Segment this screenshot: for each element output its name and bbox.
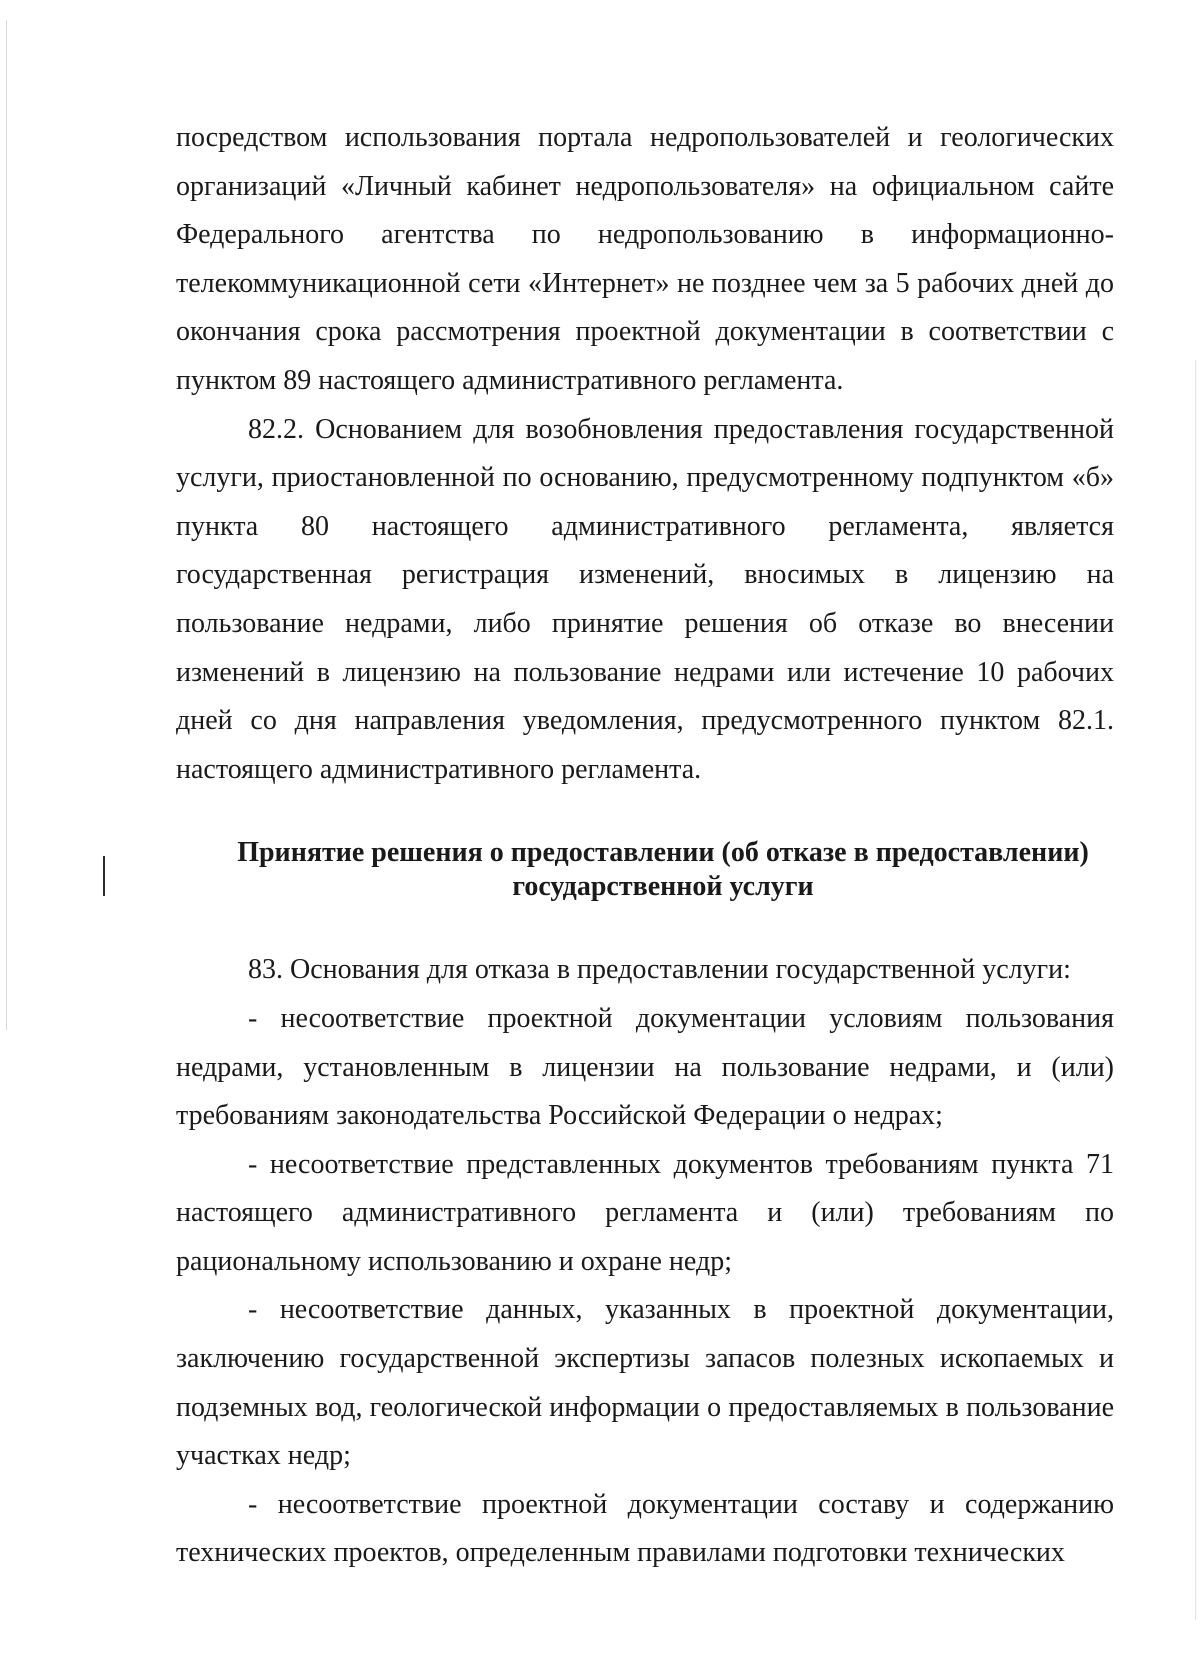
paragraph: 82.2. Основанием для возобновления предоставления государственной услуги, приостановленной по основанию, предусмотренному подпунктом «б» пункта 80 настоящего административного регламента, является государственная регистрация изменений, вносимых в лицензию на пользование недрами, либо принятие решения об отказе во внесении изменений в лицензию на пользование недрами или истечение 10 рабочих дней со дня направления уведомления, предусмотренного пунктом 82.1. настоящего административного регламента. bbox=[176, 413, 1114, 785]
section-heading bbox=[176, 836, 1114, 904]
heading-line: государственной услуги bbox=[512, 871, 814, 903]
paragraph: посредством использования портала недропользователей и геологических организаций «Личный кабинет недропользователя» на официальном сайте Федерального агентства по недропользованию в информационно-телекоммуникационной сети «Интернет» не позднее чем за 5 рабочих дней до окончания срока рассмотрения проектной документации в соответствии с пунктом 89 настоящего административного регламента. bbox=[176, 122, 1114, 396]
list-item: - несоответствие представленных документов требованиям пункта 71 настоящего административного регламента и (или) требованиям по рациональному использованию и охране недр; bbox=[176, 1148, 1114, 1277]
document-body bbox=[176, 114, 1114, 1578]
paragraph: 83. Основания для отказа в предоставлении государственной услуги: bbox=[248, 954, 1071, 986]
list-item: - несоответствие данных, указанных в проектной документации, заключению государственной экспертизы запасов полезных ископаемых и подземных вод, геологической информации о предоставляемых в пользование участках недр; bbox=[176, 1294, 1114, 1472]
scan-edge bbox=[1195, 360, 1196, 1620]
margin-mark bbox=[103, 856, 105, 896]
list-item: - несоответствие проектной документации условиям пользования недрами, установленным в лицензии на пользование недрами, и (или) требованиям законодательства Российской Федерации о недрах; bbox=[176, 1002, 1114, 1132]
heading-line: Принятие решения о предоставлении (об отказе в предоставлении) bbox=[237, 837, 1089, 869]
list-item: - несоответствие проектной документации составу и содержанию технических проектов, определенным правилами подготовки технических bbox=[176, 1488, 1114, 1569]
scan-edge bbox=[6, 20, 7, 1030]
